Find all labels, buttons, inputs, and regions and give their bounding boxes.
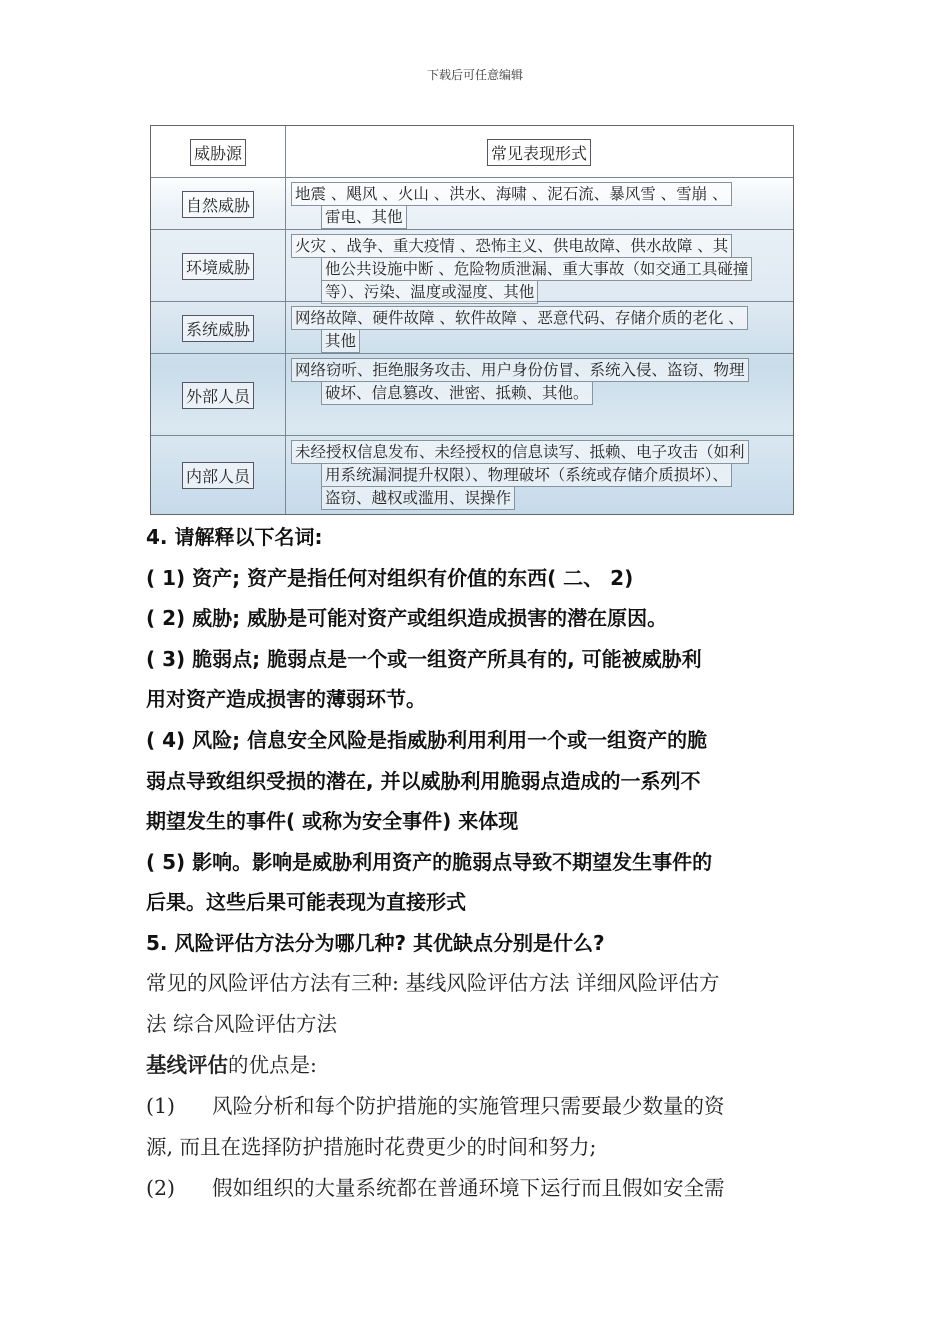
definition-threat: ( 2) 威胁; 威胁是可能对资产或组织造成损害的潜在原因。 <box>146 606 668 631</box>
definition-impact: ( 5) 影响。影响是威胁利用资产的脆弱点导致不期望发生事件的 <box>146 849 713 874</box>
definition-vulnerability-cont: 用对资产造成损害的薄弱环节。 <box>146 687 426 712</box>
table-header-row <box>151 126 793 178</box>
source-label: 自然威胁 <box>182 191 254 218</box>
form-cell <box>291 234 787 303</box>
item-number: (2) <box>146 1176 176 1200</box>
definition-vulnerability: ( 3) 脆弱点; 脆弱点是一个或一组资产所具有的, 可能被威胁利 <box>146 646 702 671</box>
list-item <box>146 1168 816 1209</box>
list-item <box>146 1086 816 1127</box>
form-line: 等）、污染、温度或湿度、其他 <box>321 280 538 304</box>
item-text: 风险分析和每个防护措施的实施管理只需要最少数量的资 <box>212 1094 725 1118</box>
form-line: 火灾 、战争、重大疫情 、恐怖主义、供电故障、供水故障 、其 <box>291 234 732 258</box>
definition-asset: ( 1) 资产; 资产是指任何对组织有价值的东西( 二、 2) <box>146 565 634 590</box>
table-row <box>151 178 793 230</box>
definitions-section <box>146 517 816 964</box>
col-header-source: 威胁源 <box>190 139 246 166</box>
form-cell <box>291 358 787 404</box>
methods-section <box>146 963 816 1209</box>
header-cell-source <box>151 126 285 178</box>
table-row <box>151 354 793 436</box>
methods-text: 法 综合风险评估方法 <box>146 1012 338 1036</box>
form-cell <box>291 306 787 352</box>
form-cell <box>291 440 787 509</box>
source-label: 系统威胁 <box>182 315 254 342</box>
question-4-heading: 4. 请解释以下名词: <box>146 525 323 549</box>
baseline-bold: 基线评估 <box>146 1053 228 1077</box>
definition-impact-cont: 后果。这些后果可能表现为直接形式 <box>146 890 466 915</box>
methods-text: 常见的风险评估方法有三种: 基线风险评估方法 详细风险评估方 <box>146 971 720 995</box>
item-text: 源, 而且在选择防护措施时花费更少的时间和努力; <box>146 1135 597 1159</box>
table-row <box>151 302 793 354</box>
page-header: 下载后可任意编辑 <box>426 68 523 82</box>
baseline-rest: 的优点是: <box>228 1053 317 1077</box>
question-5-heading: 5. 风险评估方法分为哪几种? 其优缺点分别是什么? <box>146 930 605 955</box>
item-text: 假如组织的大量系统都在普通环境下运行而且假如安全需 <box>212 1176 725 1200</box>
definition-risk-cont: 期望发生的事件( 或称为安全事件) 来体现 <box>146 809 519 834</box>
baseline-heading <box>146 1045 816 1086</box>
form-line: 网络窃听、拒绝服务攻击、用户身份仿冒、系统入侵、盗窃、物理 <box>291 358 749 382</box>
source-cell <box>151 436 285 514</box>
source-cell <box>151 354 285 436</box>
col-header-form: 常见表现形式 <box>487 139 591 166</box>
form-line: 用系统漏洞提升权限）、物理破坏（系统或存储介质损坏）、 <box>321 463 732 487</box>
source-label: 内部人员 <box>182 462 254 489</box>
source-label: 外部人员 <box>182 382 254 409</box>
form-line: 破坏、信息篡改、泄密、抵赖、其他。 <box>321 381 593 405</box>
form-line: 雷电、其他 <box>321 205 407 229</box>
form-line: 盗窃、越权或滥用、误操作 <box>321 486 515 510</box>
table-row <box>151 230 793 302</box>
form-line: 未经授权信息发布、未经授权的信息读写、抵赖、电子攻击（如利 <box>291 440 749 464</box>
source-cell <box>151 302 285 354</box>
source-cell <box>151 178 285 230</box>
definition-risk: ( 4) 风险; 信息安全风险是指威胁利用利用一个或一组资产的脆 <box>146 727 708 752</box>
definition-risk-cont: 弱点导致组织受损的潜在, 并以威胁利用脆弱点造成的一系列不 <box>146 768 701 793</box>
form-line: 他公共设施中断 、危险物质泄漏、重大事故（如交通工具碰撞 <box>321 257 752 281</box>
item-number: (1) <box>146 1094 176 1118</box>
header-cell-form <box>285 126 793 178</box>
form-line: 其他 <box>321 329 360 353</box>
threat-table <box>150 125 794 515</box>
form-cell <box>291 182 787 228</box>
form-line: 网络故障、硬件故障 、软件故障 、恶意代码、存储介质的老化 、 <box>291 306 748 330</box>
table-row <box>151 436 793 514</box>
source-cell <box>151 230 285 302</box>
form-line: 地震 、飓风 、火山 、洪水、海啸 、泥石流、暴风雪 、雪崩 、 <box>291 182 732 206</box>
source-label: 环境威胁 <box>182 253 254 280</box>
